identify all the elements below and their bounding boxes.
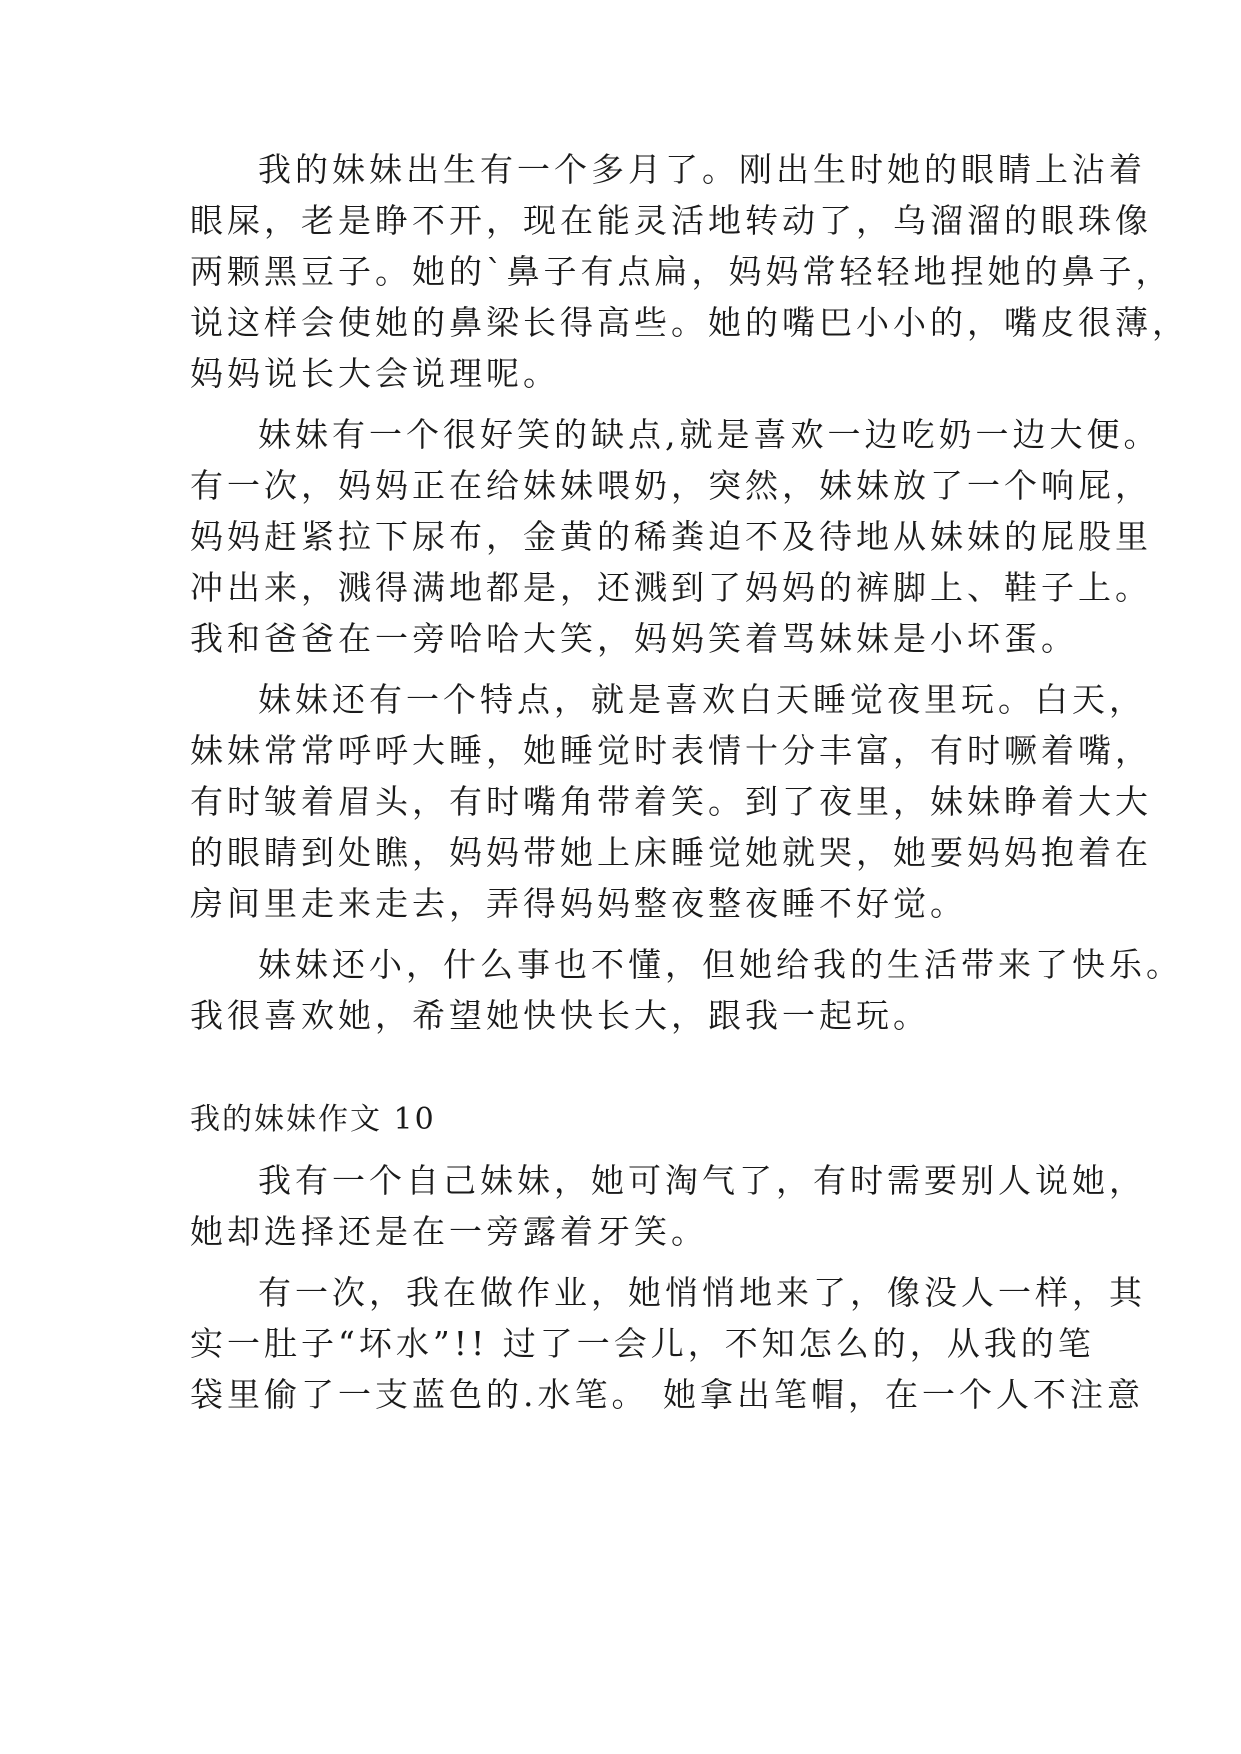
paragraph-2-line-1: 妹妹有一个很好笑的缺点,就是喜欢一边吃奶一边大便。 — [258, 415, 1161, 454]
paragraph-2-line-4: 冲出来，溅得满地都是，还溅到了妈妈的裤脚上、鞋子上。 — [190, 568, 1152, 607]
paragraph-1-line-3: 两颗黑豆子。她的`鼻子有点扁，妈妈常轻轻地捏她的鼻子， — [190, 252, 1173, 291]
section-paragraph-2-line-3: 袋里偷了一支蓝色的.水笔。 她拿出笔帽，在一个人不注意 — [190, 1375, 1144, 1414]
section-paragraph-2-line-2: 实一肚子“坏水”!! 过了一会儿，不知怎么的，从我的笔 — [190, 1324, 1095, 1363]
section-paragraph-1-line-2: 她却选择还是在一旁露着牙笑。 — [190, 1212, 708, 1251]
paragraph-1-line-5: 妈妈说长大会说理呢。 — [190, 354, 560, 393]
paragraph-3-line-3: 有时皱着眉头，有时嘴角带着笑。到了夜里，妹妹睁着大大 — [190, 782, 1152, 821]
paragraph-3-line-2: 妹妹常常呼呼大睡，她睡觉时表情十分丰富，有时噘着嘴， — [190, 731, 1152, 770]
paragraph-3-line-4: 的眼睛到处瞧，妈妈带她上床睡觉她就哭，她要妈妈抱着在 — [190, 833, 1152, 872]
paragraph-4-line-2: 我很喜欢她，希望她快快长大，跟我一起玩。 — [190, 996, 930, 1035]
paragraph-4-line-1: 妹妹还小，什么事也不懂，但她给我的生活带来了快乐。 — [258, 945, 1183, 984]
paragraph-2-line-3: 妈妈赶紧拉下尿布，金黄的稀粪迫不及待地从妹妹的屁股里 — [190, 517, 1152, 556]
paragraph-3-line-5: 房间里走来走去，弄得妈妈整夜整夜睡不好觉。 — [190, 884, 967, 923]
paragraph-1-line-2: 眼屎，老是睁不开，现在能灵活地转动了，乌溜溜的眼珠像 — [190, 201, 1152, 240]
paragraph-2-line-2: 有一次，妈妈正在给妹妹喂奶，突然，妹妹放了一个响屁， — [190, 466, 1152, 505]
paragraph-3-line-1: 妹妹还有一个特点，就是喜欢白天睡觉夜里玩。白天， — [258, 680, 1146, 719]
section-paragraph-2-line-1: 有一次，我在做作业，她悄悄地来了，像没人一样，其 — [258, 1273, 1146, 1312]
section-paragraph-1-line-1: 我有一个自己妹妹，她可淘气了，有时需要别人说她， — [258, 1161, 1146, 1200]
paragraph-1-line-4: 说这样会使她的鼻梁长得高些。她的嘴巴小小的，嘴皮很薄， — [190, 303, 1189, 342]
section-title: 我的妹妹作文 10 — [190, 1102, 436, 1137]
paragraph-2-line-5: 我和爸爸在一旁哈哈大笑，妈妈笑着骂妹妹是小坏蛋。 — [190, 619, 1078, 658]
paragraph-1-line-1: 我的妹妹出生有一个多月了。刚出生时她的眼睛上沾着 — [258, 150, 1146, 189]
